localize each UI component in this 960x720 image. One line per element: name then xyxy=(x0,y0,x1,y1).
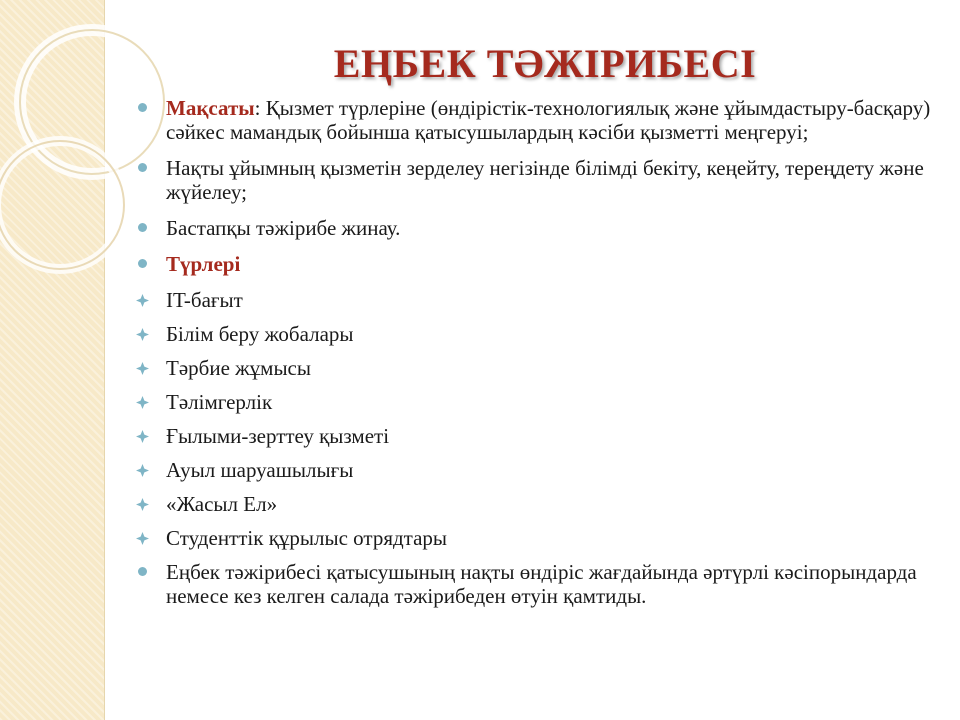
type-item xyxy=(132,322,942,346)
point-text: Бастапқы тәжірибе жинау. xyxy=(166,216,401,240)
diamond-bullet-icon xyxy=(136,532,149,545)
type-item xyxy=(132,424,942,448)
type-text: Ауыл шаруашылығы xyxy=(166,458,354,482)
round-bullet-icon xyxy=(138,163,147,172)
diamond-bullet-icon xyxy=(136,328,149,341)
type-item xyxy=(132,356,942,380)
goal-item xyxy=(132,96,942,144)
type-text: Білім беру жобалары xyxy=(166,322,354,346)
diamond-bullet-icon xyxy=(136,498,149,511)
type-item xyxy=(132,288,942,312)
slide-content-list xyxy=(132,96,942,608)
type-item xyxy=(132,458,942,482)
list-item xyxy=(132,216,942,240)
goal-label: Мақсаты xyxy=(166,96,255,120)
types-heading-item xyxy=(132,252,942,276)
type-text: «Жасыл Ел» xyxy=(166,492,278,516)
type-item xyxy=(132,390,942,414)
slide-title: ЕҢБЕК ТӘЖІРИБЕСІ xyxy=(333,41,757,86)
point-text: Нақты ұйымның қызметін зерделеу негізінде білімді бекіту, кеңейту, тереңдету және жүйелеу; xyxy=(166,156,924,204)
type-text: IT-бағыт xyxy=(166,288,243,312)
diamond-bullet-icon xyxy=(136,294,149,307)
type-text: Тәлімгерлік xyxy=(166,390,273,414)
diamond-bullet-icon xyxy=(136,362,149,375)
types-label: Түрлері xyxy=(166,252,241,276)
closing-text: Еңбек тәжірибесі қатысушының нақты өндіріс жағдайында әртүрлі кәсіпорындарда немесе кез келген салада тәжірибеден өтуін қамтиды. xyxy=(166,560,917,608)
round-bullet-icon xyxy=(138,259,147,268)
type-text: Тәрбие жұмысы xyxy=(166,356,311,380)
diamond-bullet-icon xyxy=(136,396,149,409)
diamond-bullet-icon xyxy=(136,464,149,477)
type-text: Студенттік құрылыс отрядтары xyxy=(166,526,448,550)
goal-text: : Қызмет түрлеріне (өндірістік-технологиялық және ұйымдастыру-басқару) сәйкес мамандық бойынша қатысушылардың кәсіби қызметті меңгеруі; xyxy=(166,96,931,144)
diamond-bullet-icon xyxy=(136,430,149,443)
list-item xyxy=(132,156,942,204)
type-text: Ғылыми-зерттеу қызметі xyxy=(166,424,390,448)
type-item xyxy=(132,492,942,516)
round-bullet-icon xyxy=(138,567,147,576)
round-bullet-icon xyxy=(138,103,147,112)
type-item xyxy=(132,526,942,550)
round-bullet-icon xyxy=(138,223,147,232)
closing-item xyxy=(132,560,942,608)
